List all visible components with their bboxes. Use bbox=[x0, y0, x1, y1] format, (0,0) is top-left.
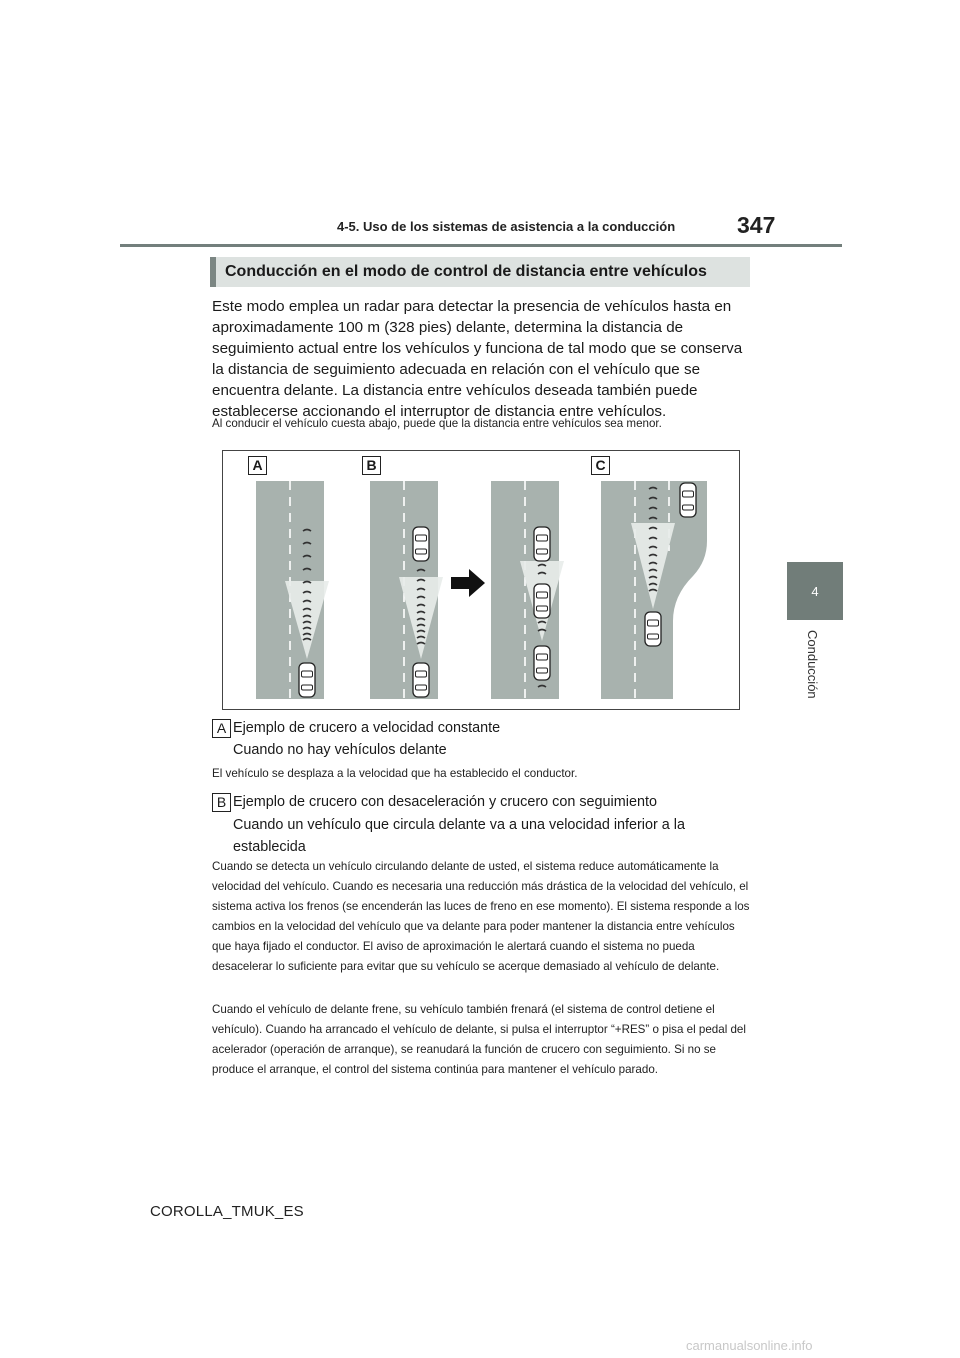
own-car-b2 bbox=[534, 646, 550, 680]
chapter-number: 4 bbox=[811, 583, 819, 599]
own-car-b bbox=[413, 663, 429, 697]
item-a-badge: A bbox=[212, 719, 231, 738]
item-b-subtitle: Cuando un vehículo que circula delante va a una velocidad inferior a la establecida bbox=[233, 817, 686, 855]
item-b-note-2: Cuando el vehículo de delante frene, su vehículo también frenará (el sistema de control detiene el vehículo). Cuando ha arrancado el vehículo de delante, si pulsa el interruptor “+RES” o pisa el pedal del acelerador (operación de arranque), se reanudará la función de crucero con seguimiento. Si no se produce el arranque, el control del sistema continúa para mantener el vehículo parado. bbox=[212, 1003, 746, 1076]
item-a-subtitle: Cuando no hay vehículos delante bbox=[233, 742, 447, 758]
figure-illustration bbox=[223, 451, 741, 711]
item-a-note: El vehículo se desplaza a la velocidad que ha establecido el conductor. bbox=[212, 767, 578, 780]
document-code: COROLLA_TMUK_ES bbox=[150, 1203, 304, 1220]
figure-label-c: C bbox=[591, 456, 610, 475]
section-heading: Conducción en el modo de control de distancia entre vehículos bbox=[210, 257, 750, 287]
item-a-title: Ejemplo de crucero a velocidad constante bbox=[233, 720, 501, 736]
intro-paragraph: Este modo emplea un radar para detectar la presencia de vehículos hasta en aproximadamente 100 m (328 pies) delante, determina la distancia de seguimiento actual entre los vehículos y funciona de tal modo que se conserva la distancia de seguimiento adecuada en relación con el vehículo que se encuentra delante. La distancia entre vehículos deseada también puede establecerse accionando el interruptor de distancia entre vehículos. bbox=[212, 298, 743, 420]
item-b-badge: B bbox=[212, 793, 231, 812]
chapter-tab[interactable] bbox=[787, 562, 843, 620]
header-section-title: 4-5. Uso de los sistemas de asistencia a la conducción bbox=[337, 219, 676, 234]
page-number: 347 bbox=[737, 212, 776, 238]
lead-car-b2 bbox=[534, 527, 550, 561]
transition-arrow bbox=[451, 569, 485, 597]
merged-car-c bbox=[680, 483, 696, 517]
downhill-note: Al conducir el vehículo cuesta abajo, puede que la distancia entre vehículos sea menor. bbox=[212, 417, 662, 430]
figure-label-b: B bbox=[362, 456, 381, 475]
radar-cruise-figure bbox=[222, 450, 740, 710]
lead-car-b bbox=[413, 527, 429, 561]
item-b-note-1: Cuando se detecta un vehículo circulando delante de usted, el sistema reduce automáticamente la velocidad del vehículo. Cuando es necesaria una reducción más drástica de la velocidad del vehículo, el sistema activa los frenos (se encenderán las luces de freno en ese momento). El sistema responde a los cambios en la velocidad del vehículo que va delante para poder mantener la distancia entre vehículos que haya fijado el conductor. El aviso de aproximación le alertará cuando el sistema no pueda desacelerar lo suficiente para evitar que su vehículo se acerque demasiado al vehículo de delante. bbox=[212, 860, 750, 973]
header-divider bbox=[120, 244, 842, 247]
item-b-title: Ejemplo de crucero con desaceleración y crucero con seguimiento bbox=[233, 794, 657, 810]
own-car-c bbox=[645, 612, 661, 646]
chapter-label: Conducción bbox=[805, 630, 820, 699]
following-car-b2 bbox=[534, 584, 550, 618]
own-car-a bbox=[299, 663, 315, 697]
figure-label-a: A bbox=[248, 456, 267, 475]
watermark[interactable]: carmanualsonline.info bbox=[686, 1338, 813, 1353]
